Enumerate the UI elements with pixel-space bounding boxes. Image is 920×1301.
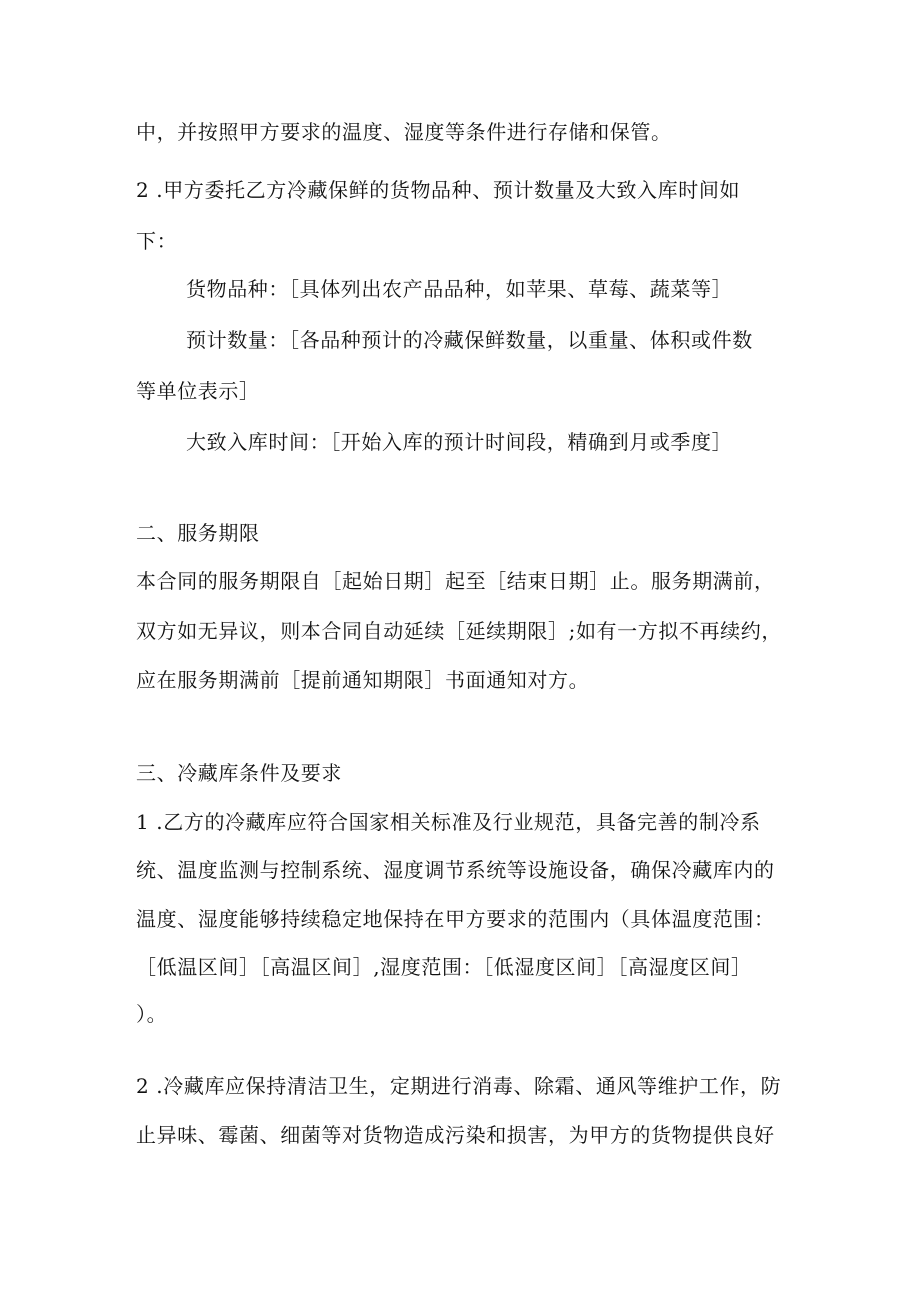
text-line: 预计数量：［各品种预计的冷藏保鲜数量，以重量、体积或件数 (186, 328, 753, 352)
text-line: 1 .乙方的冷藏库应符合国家相关标准及行业规范，具备完善的制冷系 (136, 810, 761, 834)
text-line: 本合同的服务期限自［起始日期］起至［结束日期］止。服务期满前， (136, 569, 775, 593)
text-line: 温度、湿度能够持续稳定地保持在甲方要求的范围内（具体温度范围： (136, 907, 775, 931)
text-line: 中，并按照甲方要求的温度、湿度等条件进行存储和保管。 (136, 120, 672, 144)
text-line: 止异味、霉菌、细菌等对货物造成污染和损害，为甲方的货物提供良好 (136, 1123, 775, 1147)
text-line: 2 .冷藏库应保持清洁卫生，定期进行消毒、除霜、通风等维护工作，防 (136, 1074, 782, 1098)
text-line: 下： (136, 229, 178, 253)
text-line: 大致入库时间：［开始入库的预计时间段，精确到月或季度］ (186, 430, 733, 454)
text-line: ［低温区间］［高温区间］,湿度范围：［低湿度区间］［高湿度区间］ (136, 955, 752, 979)
text-line: ）。 (136, 1002, 168, 1026)
text-line: 2 .甲方委托乙方冷藏保鲜的货物品种、预计数量及大致入库时间如 (136, 178, 741, 202)
text-line: 双方如无异议，则本合同自动延续［延续期限］;如有一方拟不再续约， (136, 619, 782, 643)
text-line: 等单位表示］ (136, 379, 260, 403)
text-line: 货物品种：［具体列出农产品品种，如苹果、草莓、蔬菜等］ (186, 277, 733, 301)
text-line: 统、温度监测与控制系统、湿度调节系统等设施设备，确保冷藏库内的 (136, 858, 775, 882)
section-heading: 三、冷藏库条件及要求 (136, 761, 342, 785)
text-line: 应在服务期满前［提前通知期限］书面通知对方。 (136, 668, 590, 692)
section-heading: 二、服务期限 (136, 521, 260, 545)
